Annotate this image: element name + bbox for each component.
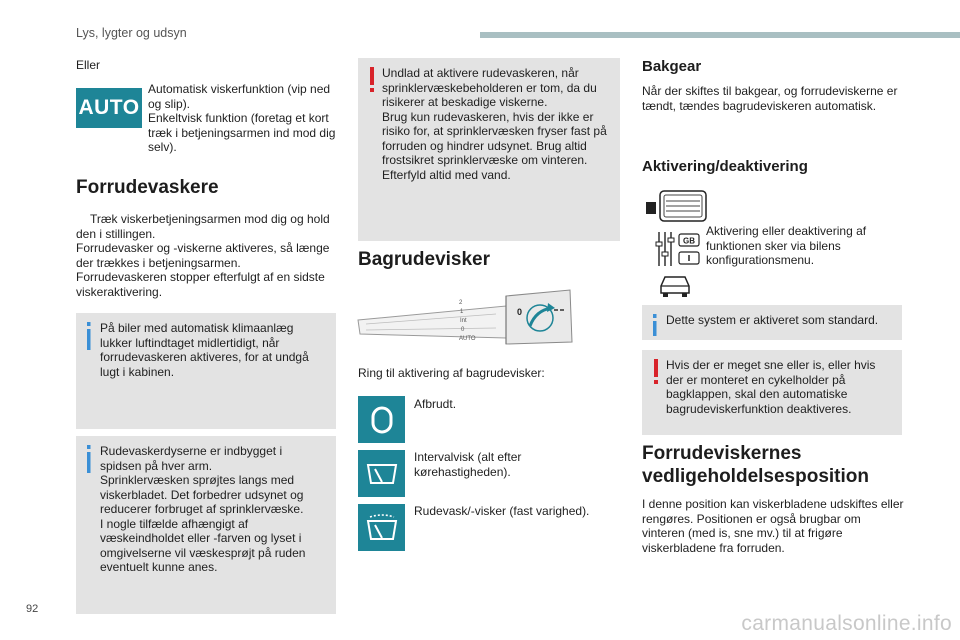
warning-box-snow	[642, 350, 902, 435]
heading-maintenance: Forrudeviskernes vedligeholdelsesposition	[642, 443, 869, 487]
info-box-climate	[76, 313, 336, 429]
rear-wash-wipe-icon	[358, 504, 405, 551]
bakgear-text: Når der skiftes til bakgear, og forrudeviskerne er tændt, tændes bagrudeviskeren automatisk.	[642, 84, 898, 113]
auto-badge-label: AUTO	[78, 96, 140, 119]
activation-text: Aktivering eller deaktivering af funktionen sker via bilens konfigurationsmenu.	[706, 224, 867, 267]
settings-menu-icon	[655, 230, 701, 268]
position-2-label: Rudevask/-visker (fast varighed).	[414, 504, 590, 518]
warning-box-snow-text: Hvis der er meget sne eller is, eller hvis der er monteret en cykelholder på bagklappen, skal den automatiske bagrudeviskerfunktion deaktiveres.	[666, 358, 876, 416]
gb-label: GB	[683, 236, 695, 246]
auto-function-text: Automatisk viskerfunktion (vip ned og slip). Enkeltvisk funktion (foretag et kort træk i betjeningsarmen ind mod dig selv).	[148, 82, 336, 154]
warning-box-washer-text: Undlad at aktivere rudevaskeren, når sprinklervæskebeholderen er tom, da du risikerer at beskadige viskerne. Brug kun rudevaskeren, hvis der ikke er risiko for, at sprinklervæsken fryser fast på forruden og hindrer udsynet. Brug altid frostsikret sprinklervæske om vinteren. Efterfyld altid med vand.	[382, 66, 607, 182]
section-title: Lys, lygter og udsyn	[76, 26, 187, 40]
warning-icon	[652, 359, 660, 385]
info-icon	[652, 314, 658, 336]
svg-text:0: 0	[517, 307, 523, 317]
heading-activation: Aktivering/deaktivering	[642, 158, 808, 175]
info-box-nozzles	[76, 436, 336, 614]
bullet-item	[76, 212, 338, 241]
car-icon	[657, 272, 693, 298]
rear-wiper-intermittent-icon	[358, 450, 405, 497]
zero-icon	[358, 396, 405, 443]
warning-box-washer	[358, 58, 620, 241]
info-box-nozzles-text: Rudevaskerdyserne er indbygget i spidsen på hver arm. Sprinklervæsken sprøjtes langs med viskerbladet. Det forbedrer udsynet og reducerer forbruget af sprinklervæske. I nogle tilfælde afhængigt af væskeindholdet eller -farven og lyset i omgivelserne vil væskesprøjt på ruden eventuelt kunne anes.	[100, 444, 306, 574]
info-box-standard	[642, 305, 902, 340]
forrudevasker-body: Forrudevasker og -viskerne aktiveres, så længe der trækkes i betjeningsarmen. Forrudevaskeren stopper efterfulgt af en sidste viskeraktivering.	[76, 241, 330, 299]
stalk-label-1: 1	[460, 309, 464, 315]
intro-text: Eller	[76, 58, 101, 72]
position-0-label: Afbrudt.	[414, 397, 457, 411]
heading-bagrudevisker: Bagrudevisker	[358, 249, 491, 270]
info-icon	[86, 322, 92, 350]
heading-forrudevaskere: Forrudevaskere	[76, 177, 219, 198]
watermark: carmanualsonline.info	[741, 612, 952, 635]
auto-badge-icon	[76, 88, 142, 128]
stalk-label-auto: AUTO	[459, 336, 476, 342]
heading-bakgear: Bakgear	[642, 58, 702, 75]
bullet-text: Træk viskerbetjeningsarmen mod dig og hold den i stillingen.	[76, 212, 330, 241]
stalk-label-2: 2	[459, 300, 463, 306]
ring-intro-text: Ring til aktivering af bagrudevisker:	[358, 366, 545, 380]
warning-icon	[368, 67, 376, 93]
info-box-climate-text: På biler med automatisk klimaanlæg lukker luftindtaget midlertidigt, når forrudevaskeren aktiveres, for at undgå lugt i kabinen.	[100, 321, 309, 379]
position-1-label: Intervalvisk (alt efter kørehastigheden).	[414, 450, 522, 479]
page-number: 92	[26, 603, 39, 615]
touchscreen-icon	[646, 190, 708, 222]
header-bar	[480, 32, 960, 38]
info-box-standard-text: Dette system er aktiveret som standard.	[666, 313, 879, 327]
maintenance-text: I denne position kan viskerbladene udskiftes eller rengøres. Positionen er også brugbar om vinteren (med is, sne mv.) til at frigøre viskerbladene fra forruden.	[642, 497, 904, 555]
wiper-stalk-illustration	[356, 282, 582, 362]
stalk-label-0: 0	[461, 327, 465, 333]
info-icon	[86, 445, 92, 473]
stalk-label-int: Int	[460, 318, 467, 324]
